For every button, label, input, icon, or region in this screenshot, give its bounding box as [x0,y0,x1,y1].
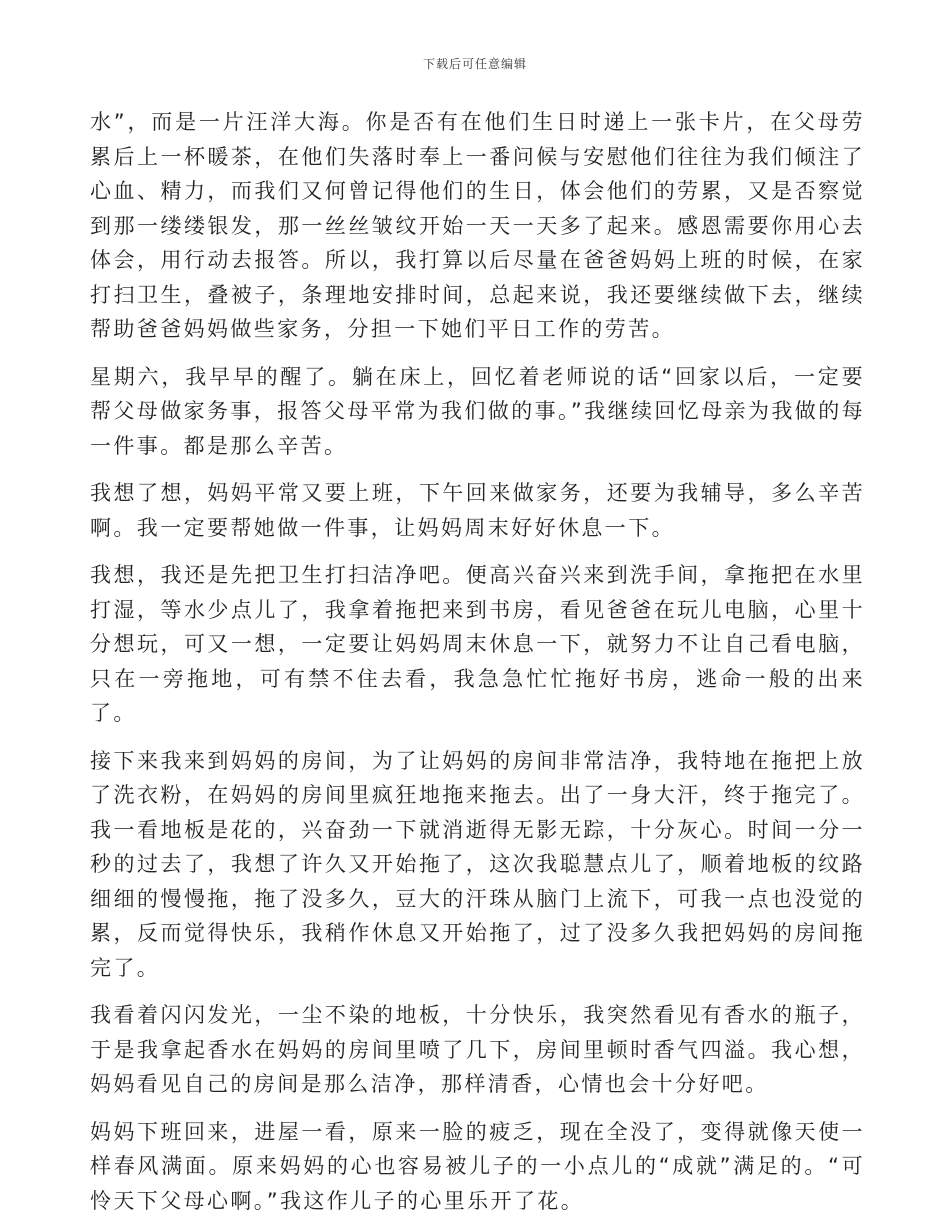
page-header: 下载后可任意编辑 [422,57,527,71]
paragraph-6: 我看着闪闪发光，一尘不染的地板，十分快乐，我突然看见有香水的瓶子，于是我拿起香水在妈妈的房间里喷了几下，房间里顿时香气四溢。我心想，妈妈看见自己的房间是那么洁净，那样清香，心情也会十分好吧。 [90,1003,865,1096]
paragraph-3: 我想了想，妈妈平常又要上班，下午回来做家务，还要为我辅导，多么辛苦啊。我一定要帮她做一件事，让妈妈周末好好休息一下。 [90,481,865,540]
document-body [90,105,865,1231]
paragraph-5: 接下来我来到妈妈的房间，为了让妈妈的房间非常洁净，我特地在拖把上放了洗衣粉，在妈妈的房间里疯狂地拖来拖去。出了一身大汗，终于拖完了。我一看地板是花的，兴奋劲一下就消逝得无影无踪，十分灰心。时间一分一秒的过去了，我想了许久又开始拖了，这次我聪慧点儿了，顺着地板的纹路细细的慢慢拖，拖了没多久，豆大的汗珠从脑门上流下，可我一点也没觉的累，反而觉得快乐，我稍作休息又开始拖了，过了没多久我把妈妈的房间拖完了。 [90,748,865,980]
paragraph-2: 星期六，我早早的醒了。躺在床上，回忆着老师说的话“回家以后，一定要帮父母做家务事，报答父母平常为我们做的事。”我继续回忆母亲为我做的每一件事。都是那么辛苦。 [90,364,865,458]
paragraph-4: 我想，我还是先把卫生打扫洁净吧。便高兴奋兴来到洗手间，拿拖把在水里打湿，等水少点儿了，我拿着拖把来到书房，看见爸爸在玩儿电脑，心里十分想玩，可又一想，一定要让妈妈周末休息一下，就努力不让自己看电脑，只在一旁拖地，可有禁不住去看，我急急忙忙拖好书房，逃命一般的出来了。 [90,563,865,725]
paragraph-7: 妈妈下班回来，进屋一看，原来一脸的疲乏，现在全没了，变得就像天使一样春风满面。原来妈妈的心也容易被儿子的一小点儿的“成就”满足的。“可怜天下父母心啊。”我这作儿子的心里乐开了花。 [90,1119,865,1213]
paragraph-1: 水”，而是一片汪洋大海。你是否有在他们生日时递上一张卡片，在父母劳累后上一杯暖茶，在他们失落时奉上一番问候与安慰他们往往为我们倾注了心血、精力，而我们又何曾记得他们的生日，体会他们的劳累，又是否察觉到那一缕缕银发，那一丝丝皱纹开始一天一天多了起来。感恩需要你用心去体会，用行动去报答。所以，我打算以后尽量在爸爸妈妈上班的时候，在家打扫卫生，叠被子，条理地安排时间，总起来说，我还要继续做下去，继续帮助爸爸妈妈做些家务，分担一下她们平日工作的劳苦。 [90,110,865,341]
